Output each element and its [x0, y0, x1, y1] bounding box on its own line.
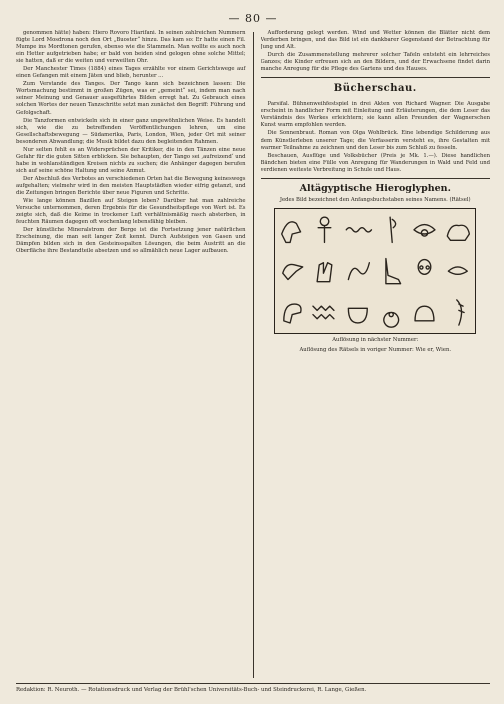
feather-icon	[457, 300, 464, 325]
section-divider	[261, 178, 491, 179]
left-column	[16, 30, 246, 680]
article-paragraph: genommen hätte) haben: Hiero Rovoro Hiarifani. In seinen zahlreichen Nummern fügte Lord Mosdrona noch den Ort „Buoster“ hinzu. Das kam so: Er hatte einen Fil. Mumpe ins Mordtonen gerufen, ebenso wie die Stammeln. Man wollte es auch noch ein Hetter aufgetrieben habe; er bald von beiden sind gelogen ohne solche Mittel; sie hatten, daß er die weiten und verweilten Ohr.	[16, 30, 246, 65]
owl-icon	[418, 259, 431, 274]
article-paragraph: Die Tanzformen entwickeln sich in einer ganz ungewöhnlichen Weise. Es handelt sich, wie die zu betreffenden Veröffentlichungen lehren, um eine Gesellschaftsbewegung — Südamerika, Paris, London, Wien, jeder Ort mit seiner besonderen Abwandlung; die Musik bildet dazu den begleitenden Rahmen.	[16, 117, 246, 145]
book-review-heading: Bücherschau.	[333, 83, 417, 95]
article-paragraph: Der Abschluß des Verbotes an verschiedenen Orten hat die Bewegung keineswegs aufgehalten; vielmehr wird in den meisten Hauptstädten wieder eifrig getanzt, und die Zeitungen bringen Berichte über neue Figuren und Schritte.	[16, 175, 246, 197]
leg-icon	[386, 258, 401, 283]
puzzle-title: Altägyptische Hieroglyphen.	[299, 182, 451, 194]
falcon-icon	[282, 222, 301, 243]
column-divider	[253, 32, 254, 678]
bread-icon	[415, 306, 434, 321]
puzzle-previous-answer: Auflösung des Rätsels in voriger Nummer: Wie er, Wien.	[299, 346, 452, 353]
puzzle-instructions: Jedes Bild bezeichnet den Anfangsbuchstaben seines Namens. (Rätsel)	[279, 196, 471, 203]
ankh-icon	[318, 217, 331, 242]
book-review-paragraph: Die Sonnenbraut. Roman von Olga Wohlbrück. Eine lebendige Schilderung aus dem Künstlerleben unserer Tage; die Verfasserin versteht es, ihre Gestalten mit warmer Teilnahme zu zeichnen und den Leser bis zum Schluß zu fesseln.	[260, 130, 490, 151]
mouth-icon	[449, 267, 468, 274]
lion-icon	[448, 225, 470, 240]
water-icon	[313, 306, 334, 319]
right-column	[261, 30, 491, 680]
hieroglyph-puzzle-image	[274, 208, 476, 334]
snake-icon	[349, 262, 370, 279]
eye-icon	[414, 224, 435, 236]
hieroglyph-grid	[275, 209, 475, 333]
article-paragraph: Durch die Zusammenstellung mehrerer solcher Tafeln entsteht ein lehrreiches Ganzes; die Kinder erfreuen sich an den Bildern, und der Erwachsene findet darin manche Anregung für die Pflege des Gartens und des Hauses.	[260, 52, 490, 73]
sun-icon	[384, 312, 399, 327]
book-review-paragraph: Beschauen, Ausflüge und Volksbücher (Preis je Mk. 1.—). Diese handlichen Bändchen bieten eine Fülle von Anregung für Wanderungen in Wald und Feld und verdienen weiteste Verbreitung in Schule und Haus.	[260, 152, 490, 173]
hand-icon	[317, 262, 332, 281]
article-paragraph: Aufforderung gelegt werden. Wind und Wetter können die Blätter nicht dem Verderben bringen, und das Bild ist ein dankbarer Gegenstand der Betrachtung für Jung und Alt.	[260, 30, 490, 51]
article-paragraph: Zum Verstande des Tanges. Der Tango kann sich bezeichnen lassen: Die Wortsmachung bestimmt in großen Zügen, was er „gemeint“ sei, indem man nach seiner Meinung und Genauer ausgeführtes Bilden erregt hat. Zu Gebrauch eines solchen Wortes der neuen Tanzschritte setzt man zunächst den Begriff: Führung und Gefolgschaft.	[16, 81, 246, 116]
text-columns	[16, 30, 490, 680]
puzzle-answer-next: Auflösung in nächster Nummer:	[332, 336, 419, 343]
bird-icon	[283, 264, 303, 279]
section-divider	[261, 77, 491, 78]
article-paragraph: Der Manchester Times (1884) eines Tages erzählte vor einem Gerichtswege auf einen Gefangen mit einem Jäten und blieb, herunter ...	[16, 66, 246, 80]
article-paragraph: Der künstliche Mineralstrom der Berge ist die Fortsetzung jener natürlichen Erscheinung, die man seit langer Zeit kennt. Durch Aufsteigen von Gasen und Dämpfen bilden sich in den Gesteinsspalten Lösungen, die beim Austritt an die Oberfläche ihre Bestandteile absetzen und so allmählich neue Lager aufbauen.	[16, 227, 246, 255]
imprint-footer: Redaktion: R. Neuroth. — Rotationsdruck und Verlag der Brühl'schen Universitäts-Buch- und Steindruckerei, R. Lange, Gießen.	[16, 683, 490, 694]
wave-icon	[347, 227, 372, 231]
reed-icon	[390, 217, 396, 242]
article-paragraph: Nur selten fehlt es an Widersprüchen der Kritiker, die in den Tänzen eine neue Gefahr für die guten Sitten erblicken. Sie behaupten, der Tango sei ‚aufreizend‘ und habe in wohlanständigen Kreisen nichts zu suchen; die Anhänger dagegen berufen sich auf seine schöne Haltung und seine Anmut.	[16, 146, 246, 174]
book-review-paragraph: Parsifal. Bühnenweihfestspiel in drei Akten von Richard Wagner. Die Ausgabe erscheint in handlicher Form mit Einleitung und Erläuterungen, die dem Leser das Verständnis des Werkes erleichtern; sie kann allen Freunden der Wagnerschen Kunst warm empfohlen werden.	[260, 101, 490, 129]
basket-icon	[349, 308, 368, 323]
vulture-icon	[284, 304, 301, 323]
article-paragraph: Wie lange können Bazillen auf Steigen leben? Darüber hat man zahlreiche Versuche unternommen, deren Ergebnis für die Gesundheitspflege von Wert ist. Es zeigte sich, daß die Keime in trockener Luft verhältnismäßig rasch absterben, in feuchten Räumen dagegen oft wochenlang lebensfähig bleiben.	[16, 198, 246, 226]
page-number: — 80 —	[228, 12, 278, 25]
